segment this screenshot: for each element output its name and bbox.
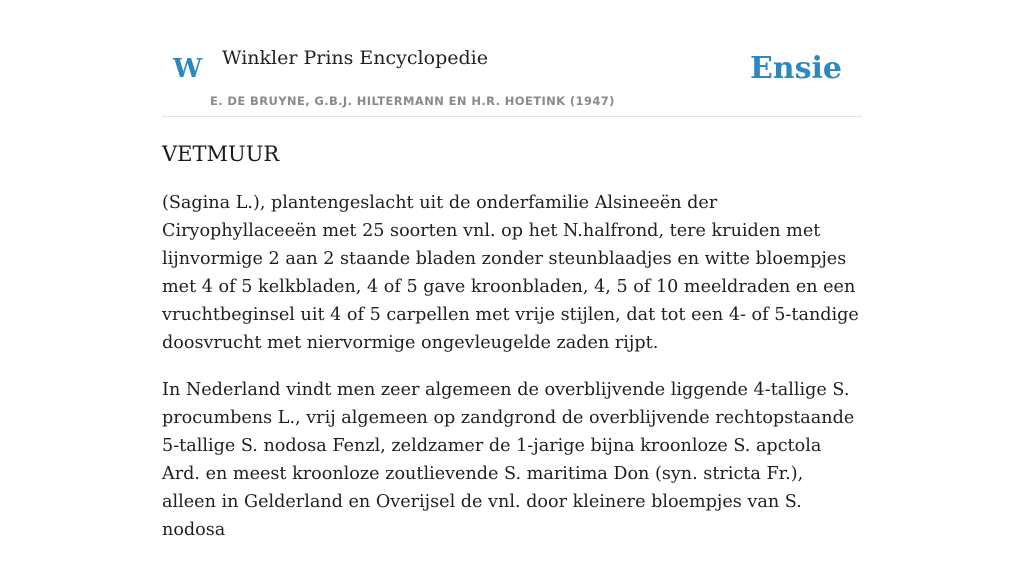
source-title[interactable]: Winkler Prins Encyclopedie xyxy=(222,47,488,69)
article xyxy=(162,138,862,563)
winkler-prins-logo-icon[interactable]: W xyxy=(173,54,203,84)
article-paragraph: In Nederland vindt men zeer algemeen de overblijvende liggende 4-tallige S. procumbens L., vrij algemeen op zandgrond de overblijvende rechtopstaande 5-tallige S. nodosa Fenzl, zeldzamer de 1-jarige bijna kroonloze S. apctola Ard. en meest kroonloze zoutlievende S. maritima Don (syn. stricta Fr.), alleen in Gelderland en Overijsel de vnl. door kleinere bloempjes van S. nodosa xyxy=(162,380,855,540)
article-paragraph: (Sagina L.), plantengeslacht uit de onderfamilie Alsineeën der Ciryophyllaceeën met 25 soorten vnl. op het N.halfrond, tere kruiden met lijnvormige 2 aan 2 staande bladen zonder steunblaadjes en witte bloempjes met 4 of 5 kelkbladen, 4 of 5 gave kroonbladen, 4, 5 of 10 meeldraden en een vruchtbeginsel uit 4 of 5 carpellen met vrije stijlen, dat tot een 4- of 5-tandige doosvrucht met niervormige ongevleugelde zaden rijpt. xyxy=(162,193,859,353)
entry-title: VETMUUR xyxy=(162,142,280,166)
site-header xyxy=(162,0,862,117)
ensie-home-link[interactable]: Ensie xyxy=(749,51,842,86)
source-authors: E. DE BRUYNE, G.B.J. HILTERMANN EN H.R. HOETINK (1947) xyxy=(210,94,615,108)
